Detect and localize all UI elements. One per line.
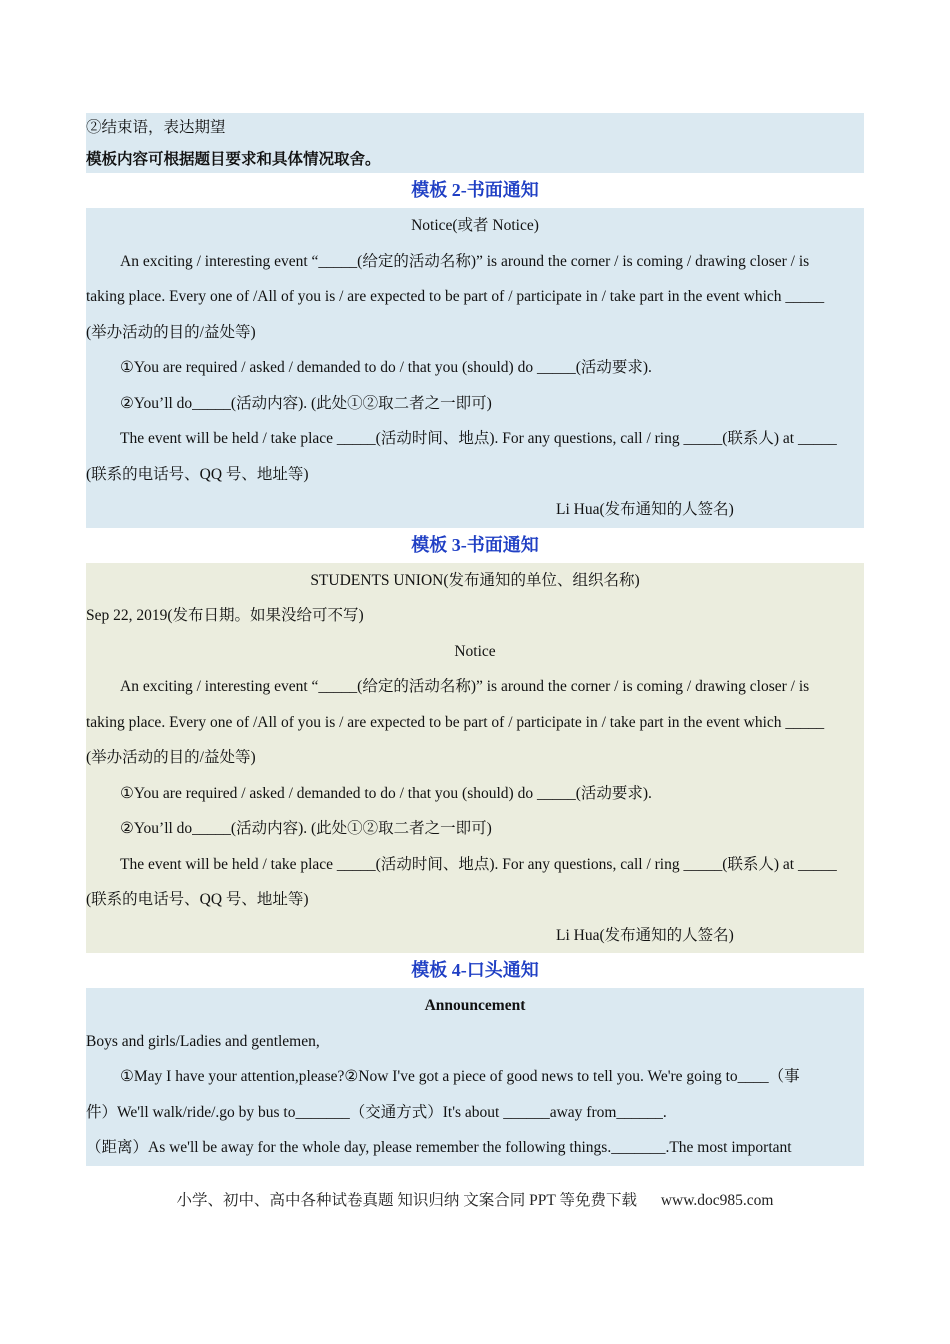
template3-heading: 模板 3-书面通知 [411,534,539,555]
template4-box [86,988,864,1166]
greeting-line: Boys and girls/Ladies and gentlemen, [86,1032,320,1050]
announcement-title: Announcement [424,997,526,1014]
text-line: The event will be held / take place _____(活动时间、地点). For any questions, call / ring _____(联系人) at _____ [120,430,837,447]
template2-box [86,208,864,528]
text-line: ①You are required / asked / demanded to do / that you (should) do _____(活动要求). [120,359,652,376]
text-line: ②You’ll do_____(活动内容). (此处①②取二者之一即可) [120,394,492,412]
text-line: An exciting / interesting event “_____(给定的活动名称)” is around the corner / is coming / drawing closer / is [120,252,810,270]
template-note-line: 模板内容可根据题目要求和具体情况取舍。 [86,151,381,168]
date-line: Sep 22, 2019(发布日期。如果没给可不写) [86,607,364,624]
text-line: ①You are required / asked / demanded to do / that you (should) do _____(活动要求). [120,784,652,802]
text-line: (联系的电话号、QQ 号、地址等) [86,891,309,908]
page-footer [0,1188,950,1210]
template2-heading: 模板 2-书面通知 [411,180,539,200]
organization-line: STUDENTS UNION(发布通知的单位、组织名称) [310,571,640,589]
text-line: 件）We'll walk/ride/.go by bus to_______（交通方式）It's about ______away from______. [86,1103,667,1121]
signature-line: Li Hua(发布通知的人签名) [556,926,734,944]
text-line: (联系的电话号、QQ 号、地址等) [86,465,309,483]
text-line: (举办活动的目的/益处等) [86,749,256,766]
text-line: taking place. Every one of /All of you is / are expected to be part of / participate in / take part in the event which _____ [86,713,825,731]
text-line: ①May I have your attention,please?②Now I've got a piece of good news to tell you. We're going to____（事 [120,1068,800,1085]
notice-title: Notice [454,642,496,660]
text-line: （距离）As we'll be away for the whole day, please remember the following things._______.The most important [86,1139,792,1156]
text-line: The event will be held / take place _____(活动时间、地点). For any questions, call / ring _____(联系人) at _____ [120,855,837,873]
template3-box [86,563,864,954]
section-closing-note [86,113,864,173]
text-line: An exciting / interesting event “_____(给定的活动名称)” is around the corner / is coming / drawing closer / is [120,678,810,695]
text-line: ②You’ll do_____(活动内容). (此处①②取二者之一即可) [120,820,492,837]
closing-remark-line: ②结束语，表达期望 [86,119,226,136]
document-page [86,113,864,1166]
signature-line: Li Hua(发布通知的人签名) [556,501,734,518]
template4-heading: 模板 4-口头通知 [411,960,539,980]
text-line: taking place. Every one of /All of you is / are expected to be part of / participate in / take part in the event which _____ [86,288,825,305]
footer-text: 小学、初中、高中各种试卷真题 知识归纳 文案合同 PPT 等免费下载 [176,1192,637,1209]
notice-title: Notice(或者 Notice) [411,217,539,234]
text-line: (举办活动的目的/益处等) [86,323,256,341]
footer-url: www.doc985.com [660,1192,774,1209]
